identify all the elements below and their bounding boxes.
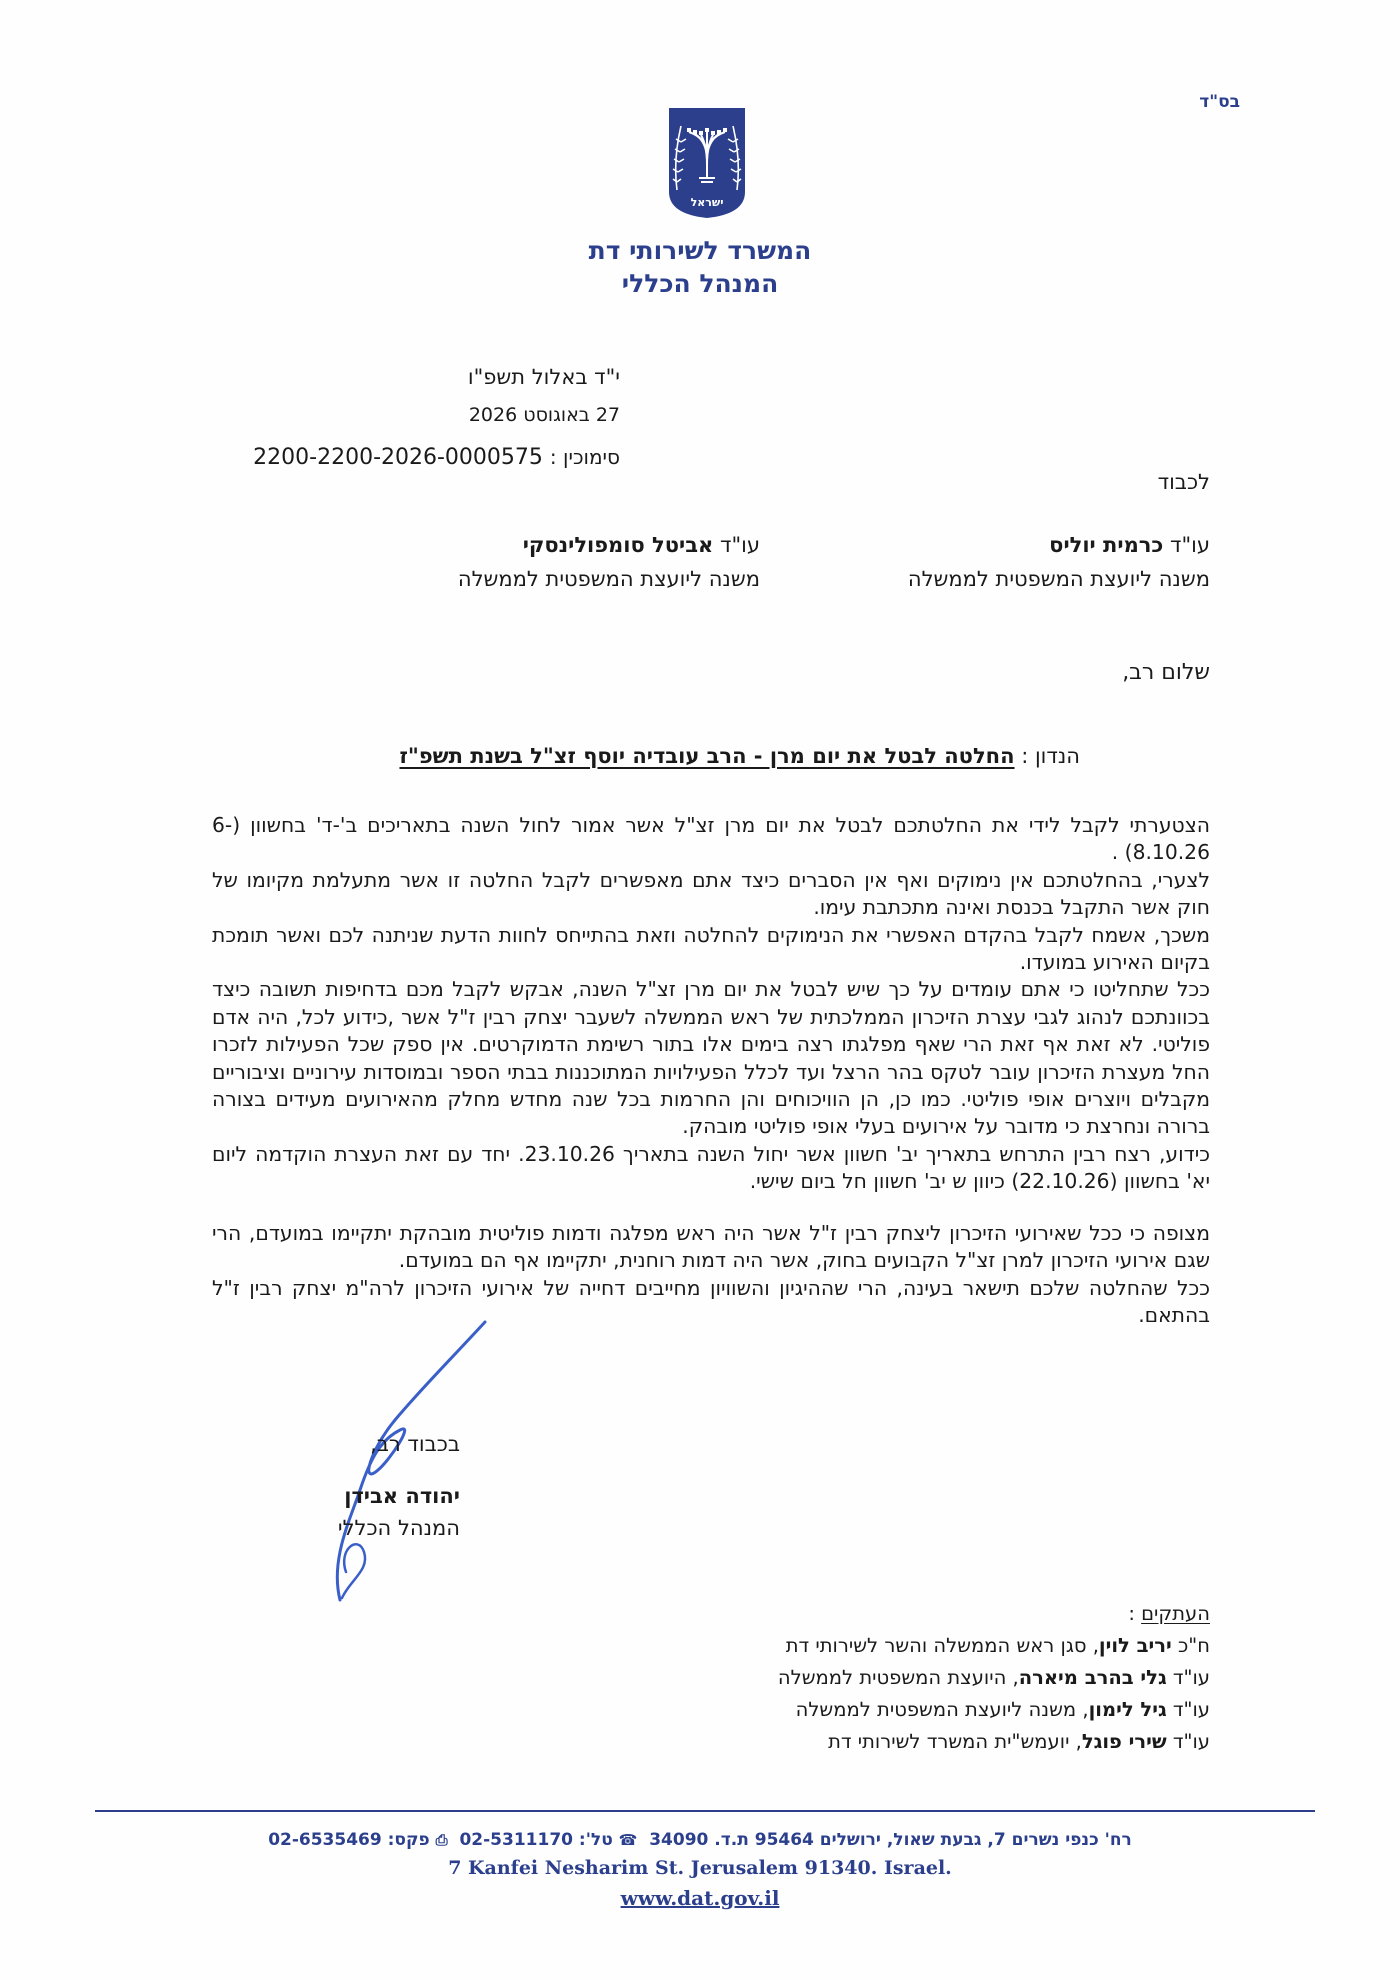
hebrew-date: י"ד באלול תשפ"ו: [467, 365, 620, 389]
cc-entry: [600, 1662, 1210, 1694]
fax-number: 02-6535469: [268, 1830, 382, 1850]
fax-label: פקס:: [387, 1830, 430, 1850]
body-paragraph: הצטערתי לקבל לידי את החלטתכם לבטל את יום מרן זצ"ל אשר אמור לחול השנה בתאריכים ב'-ד' בחשוון (6-8.10.26) .: [212, 813, 1210, 865]
reference-label: סימוכין :: [549, 445, 620, 469]
signer-title: המנהל הכללי: [337, 1516, 460, 1540]
footer-street: רח' כנפי נשרים 7, גבעת שאול, ירושלים 95464 ת.ד. 34090: [649, 1830, 1132, 1850]
body-paragraph: מצופה כי ככל שאירועי הזיכרון ליצחק רבין ז"ל אשר היה ראש מפלגה ודמות פוליטית מובהקת יתקיימו במועדם, הרי שגם אירועי הזיכרון למרן זצ"ל הקבועים בחוק, אשר היה דמות רוחנית, יתקיימו אף הם במועדם.: [212, 1220, 1210, 1273]
department-name: המנהל הכללי: [621, 269, 779, 298]
emblem-text: ישראל: [690, 196, 724, 209]
copies-list: [600, 1598, 1210, 1758]
body-paragraph: לצערי, בהחלטתכם אין נימוקים ואף אין הסברים כיצד אתם מאפשרים לקבל החלטה זו אשר מתעלמת מקיומו של חוק אשר התקבל בכנסת ואינה מתכתבת עימו.: [212, 867, 1210, 920]
gregorian-date: 27 באוגוסט 2026: [468, 404, 620, 426]
recipient-role: משנה ליועצת המשפטית לממשלה: [457, 567, 760, 591]
footer-address-hebrew: [200, 1826, 1200, 1854]
salutation-to: לכבוד: [1157, 470, 1210, 494]
cc-entry-title: עו"ד: [1172, 1666, 1210, 1689]
cc-entry: [600, 1726, 1210, 1758]
reference-line: [200, 438, 620, 477]
copies-title-colon: :: [1128, 1602, 1135, 1625]
greeting: שלום רב,: [1122, 660, 1210, 685]
cc-entry-role: , משנה ליועצת המשפטית לממשלה: [795, 1698, 1089, 1721]
cc-entry-name: גיל לימון: [1088, 1698, 1167, 1721]
signature-block: [290, 1428, 460, 1544]
cc-entry-name: יריב לוין: [1098, 1634, 1172, 1657]
ministry-header: [500, 234, 900, 300]
phone-label: טל':: [578, 1830, 613, 1850]
signer-name: יהודה אבידן: [344, 1484, 460, 1508]
closing: בכבוד רב,: [370, 1432, 460, 1456]
cc-entry-title: ח"כ: [1177, 1634, 1210, 1657]
recipient-name: אביטל סומפולינסקי: [522, 533, 714, 557]
phone-icon: ☎: [618, 1831, 638, 1849]
letter-body: [212, 812, 1210, 1329]
website-link[interactable]: www.dat.gov.il: [620, 1886, 780, 1910]
subject-label: הנדון :: [1021, 744, 1080, 768]
cc-entry-name: שירי פוגל: [1081, 1730, 1167, 1753]
phone-number: 02-5311170: [459, 1830, 573, 1850]
cc-entry-title: עו"ד: [1172, 1698, 1210, 1721]
recipient-title: עו"ד: [1170, 533, 1210, 557]
body-paragraph: כידוע, רצח רבין התרחש בתאריך יב' חשוון אשר יחול השנה בתאריך 23.10.26. יחד עם זאת העצרת הוקדמה ליום יא' בחשוון (22.10.26) כיוון ש יב' חשוון חל ביום שישי.: [212, 1141, 1210, 1194]
cc-entry-role: , סגן ראש הממשלה והשר לשירותי דת: [785, 1634, 1099, 1657]
fax-icon: ⎙: [435, 1831, 448, 1849]
bsd-mark: בס"ד: [1199, 92, 1240, 112]
date-block: [200, 358, 620, 477]
subject-line: [200, 744, 1080, 768]
cc-entry-role: , היועצת המשפטית לממשלה: [777, 1666, 1019, 1689]
cc-entry: [600, 1694, 1210, 1726]
body-paragraph: משכך, אשמח לקבל בהקדם האפשרי את הנימוקים להחלטה וזאת בהתייחס לחוות הדעת שניתנה לכם ואשר תומכת בקיום האירוע במועדו.: [212, 922, 1210, 975]
letterhead-footer: [200, 1826, 1200, 1914]
cc-entry-role: , יועמש"ית המשרד לשירותי דת: [828, 1730, 1082, 1753]
ministry-name: המשרד לשירותי דת: [588, 236, 812, 265]
recipient-role: משנה ליועצת המשפטית לממשלה: [907, 567, 1210, 591]
reference-number: 2200-2200-2026-0000575: [253, 445, 543, 470]
cc-entry-name: גלי בהרב מיארה: [1018, 1666, 1167, 1689]
cc-entry: [600, 1630, 1210, 1662]
footer-address-english: 7 Kanfei Nesharim St. Jerusalem 91340. Israel.: [448, 1857, 952, 1879]
body-paragraph: ככל שתחליטו כי אתם עומדים על כך שיש לבטל את יום מרן זצ"ל השנה, אבקש לקבל מכם בדחיפות תשובה כיצד בכוונתכם לנהוג לגבי עצרת הזיכרון הממלכתית של ראש הממשלה לשעבר יצחק רבין ז"ל אשר ,כידוע לכל, היה אדם פוליטי. לא זאת אף זאת הרי שאף מפלגתו רצה בימים אלו בתור רשימת הדמוקרטים. אין ספק שכל הפעילות לזכרו החל מעצרת הזיכרון עובר לטקס בהר הרצל ועד לכלל הפעילויות המתוכננות בבתי הספר ובמוסדות עירוניים וציבוריים מקבלים ויוצרים אופי פוליטי. כמו כן, הן הוויכוחים והן החרמות בכל שנה מחדש מחלק מהאירועים מעידים בצורה ברורה ונחרצת כי מדובר על אירועים בעלי אופי פוליטי מובהק.: [212, 977, 1210, 1139]
recipient-1: [830, 528, 1210, 596]
recipient-2: [360, 528, 760, 596]
recipient-title: עו"ד: [720, 533, 760, 557]
body-paragraph: ככל שהחלטה שלכם תישאר בעינה, הרי שההיגיון והשוויון מחייבים דחייה של אירועי הזיכרון לרה"מ יצחק רבין ז"ל בהתאם.: [212, 1275, 1210, 1327]
cc-entry-title: עו"ד: [1172, 1730, 1210, 1753]
state-emblem-icon: [665, 104, 749, 220]
recipient-name: כרמית יוליס: [1049, 533, 1164, 557]
subject-text: החלטה לבטל את יום מרן - הרב עובדיה יוסף זצ"ל בשנת תשפ"ז: [399, 744, 1015, 768]
copies-title: העתקים: [1141, 1602, 1210, 1625]
footer-divider: [95, 1810, 1315, 1812]
